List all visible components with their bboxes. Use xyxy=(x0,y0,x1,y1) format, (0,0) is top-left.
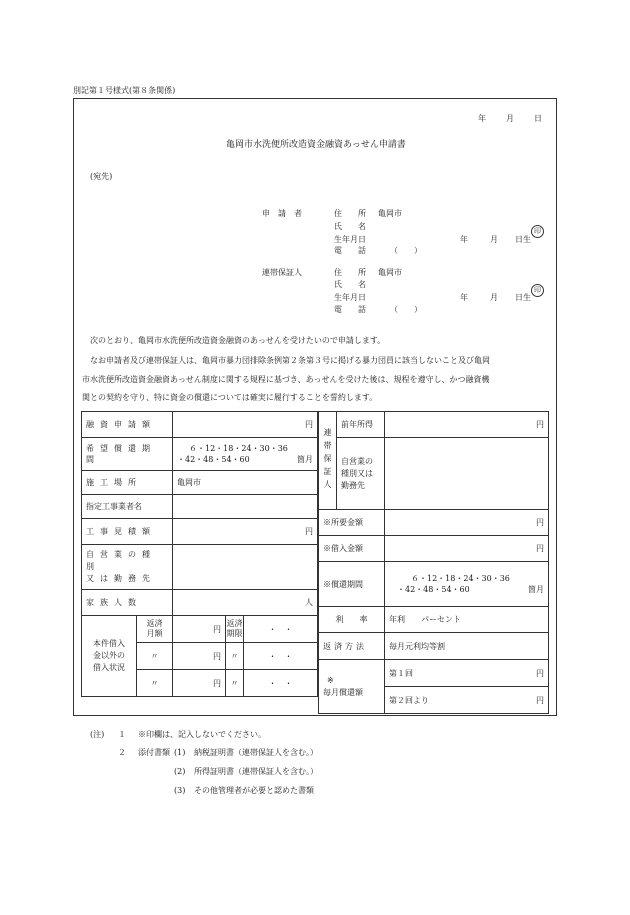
persons-unit: 人 xyxy=(305,598,314,607)
statement-para1: 次のとおり、亀岡市水洗便所改造資金融資のあっせんを受けたいので申請します。 xyxy=(90,336,386,345)
right-table xyxy=(318,411,549,714)
ditto-mark: 〃 xyxy=(226,643,244,670)
monthly-repay-label: 返済 月額 xyxy=(137,616,173,643)
g-occupation-field[interactable] xyxy=(385,438,549,510)
months-unit: 箇月 xyxy=(297,455,314,464)
seal-mark: 印 xyxy=(531,225,544,238)
statement-para2-line1: なお申請者及び連帯保証人は、亀岡市暴力団排除条例第２条第３号に掲げる暴力団員に該当しないこと及び亀岡 xyxy=(90,356,490,365)
family-label: 家族人数 xyxy=(82,590,173,616)
monthly-amount-label: ※ 毎月償還額 xyxy=(319,660,385,714)
guarantor-birth-year: 年 xyxy=(460,293,468,302)
note2-item3: その他管理者が必要と認めた書類 xyxy=(194,786,314,795)
interest-label: 利 率 xyxy=(319,607,385,633)
g-occupation-label: 自営業の 種別又は 勤務先 xyxy=(337,438,385,510)
addressee: (宛先) xyxy=(90,172,113,181)
guarantor-address-value: 亀岡市 xyxy=(378,268,402,277)
guarantor-seal xyxy=(531,277,544,297)
contractor-field[interactable] xyxy=(173,495,318,519)
date-month: 月 xyxy=(506,114,514,123)
method-label: 返済方法 xyxy=(319,633,385,660)
repay-period-field[interactable] xyxy=(173,438,318,471)
estimate-field[interactable] xyxy=(173,519,318,545)
required-amount-field: 円 xyxy=(385,510,549,536)
prev-income-field[interactable] xyxy=(385,412,549,438)
applicant-phone-value: （ ） xyxy=(390,246,422,255)
applicant-name-label: 氏 名 xyxy=(334,222,366,231)
note2-number: ２ xyxy=(118,748,126,757)
monthly-repay-field-1[interactable]: 円 xyxy=(173,616,226,643)
loan-amount-field[interactable] xyxy=(173,412,318,438)
guarantor-role: 連帯保証人 xyxy=(262,268,302,277)
notes-prefix: (注) xyxy=(90,730,105,739)
second-installment-field: 第２回より 円 xyxy=(385,687,549,714)
occupation-label: 自営業の種別 又は勤務先 xyxy=(82,545,173,590)
applicant-phone-label: 電 話 xyxy=(334,246,366,255)
note2-label: 添付書類 xyxy=(138,748,170,757)
repay-period-label: 希望償還期間 xyxy=(82,438,173,471)
borrow-amount-label: ※借入金額 xyxy=(319,536,385,562)
due-field-3[interactable]: ・ ・ xyxy=(244,670,318,697)
guarantor-vertical-label: 連帯保証人 xyxy=(319,412,337,510)
monthly-repay-field-3[interactable]: 円 xyxy=(173,670,226,697)
repay-period2-field: ６・12・18・24・30・36 ・42・48・54・60 箇月 xyxy=(385,562,549,607)
left-table xyxy=(81,411,318,697)
guarantor-address-label: 住 所 xyxy=(334,268,366,277)
guarantor-birth-day: 日生 xyxy=(515,293,531,302)
other-loans-label: 本件借入 金以外の 借入状況 xyxy=(82,616,137,697)
applicant-address-value: 亀岡市 xyxy=(378,209,402,218)
family-field[interactable] xyxy=(173,590,318,616)
yen-unit: 円 xyxy=(305,527,314,536)
required-amount-label: ※所要金額 xyxy=(319,510,385,536)
guarantor-name-label: 氏 名 xyxy=(334,280,366,289)
due-field-1[interactable]: ・ ・ xyxy=(244,616,318,643)
note2-item1: 納税証明書（連帯保証人を含む。） xyxy=(194,748,318,757)
note2-item3-num: (3) xyxy=(174,786,186,795)
guarantor-birth-month: 月 xyxy=(490,293,498,302)
due-field-2[interactable]: ・ ・ xyxy=(244,643,318,670)
first-installment-field: 第１回 円 xyxy=(385,660,549,687)
site-label: 施工場所 xyxy=(82,471,173,495)
estimate-label: 工事見積額 xyxy=(82,519,173,545)
date-year: 年 xyxy=(478,114,486,123)
yen-unit: 円 xyxy=(305,420,314,429)
note2-item1-num: (1) xyxy=(174,748,186,757)
guarantor-phone-label: 電 話 xyxy=(334,305,366,314)
guarantor-phone-value: （ ） xyxy=(390,305,422,314)
yen-unit: 円 xyxy=(536,420,544,429)
repay-period2-label: ※償還期間 xyxy=(319,562,385,607)
guarantor-birth-label: 生年月日 xyxy=(334,293,366,302)
applicant-address-label: 住 所 xyxy=(334,209,366,218)
ditto-mark: 〃 xyxy=(137,643,173,670)
occupation-field[interactable] xyxy=(173,545,318,590)
site-field[interactable] xyxy=(173,471,318,495)
statement-para2-line3: 関との契約を守り、特に資金の償還については確実に履行することを誓約します。 xyxy=(82,393,378,402)
period-options-1: ６・12・18・24・30・36 xyxy=(189,444,288,453)
form-title: 亀岡市水洗便所改造資金融資あっせん申請書 xyxy=(226,140,406,150)
note2-item2: 所得証明書（連帯保証人を含む。） xyxy=(194,767,318,776)
interest-field: 年利 パーセント xyxy=(385,607,549,633)
ditto-mark: 〃 xyxy=(137,670,173,697)
applicant-birth-day: 日生 xyxy=(515,235,531,244)
prev-income-label: 前年所得 xyxy=(337,412,385,438)
site-value: 亀岡市 xyxy=(177,478,201,487)
ditto-mark: 〃 xyxy=(226,670,244,697)
date-day: 日 xyxy=(534,114,542,123)
borrow-amount-field: 円 xyxy=(385,536,549,562)
applicant-role: 申 請 者 xyxy=(262,209,302,218)
method-field: 毎月元利均等割 xyxy=(385,633,549,660)
statement-para2-line2: 市水洗便所改造資金融資あっせん制度に関する規程に基づき、あっせんを受けた後は、規程を遵守し、かつ融資機 xyxy=(82,375,490,384)
applicant-birth-month: 月 xyxy=(490,235,498,244)
applicant-seal xyxy=(531,218,544,238)
seal-mark: 印 xyxy=(531,284,544,297)
applicant-birth-label: 生年月日 xyxy=(334,235,366,244)
contractor-label: 指定工事業者名 xyxy=(82,495,173,519)
applicant-birth-year: 年 xyxy=(460,235,468,244)
note1-text: ※印欄は、記入しないでください。 xyxy=(138,730,266,739)
period-options-2: ・42・48・54・60 xyxy=(177,455,250,464)
due-label: 返済 期限 xyxy=(226,616,244,643)
note2-item2-num: (2) xyxy=(174,767,186,776)
note1-number: １ xyxy=(118,730,126,739)
form-number: 別記第１号様式(第８条関係) xyxy=(73,86,176,95)
monthly-repay-field-2[interactable]: 円 xyxy=(173,643,226,670)
loan-amount-label: 融資申請額 xyxy=(82,412,173,438)
